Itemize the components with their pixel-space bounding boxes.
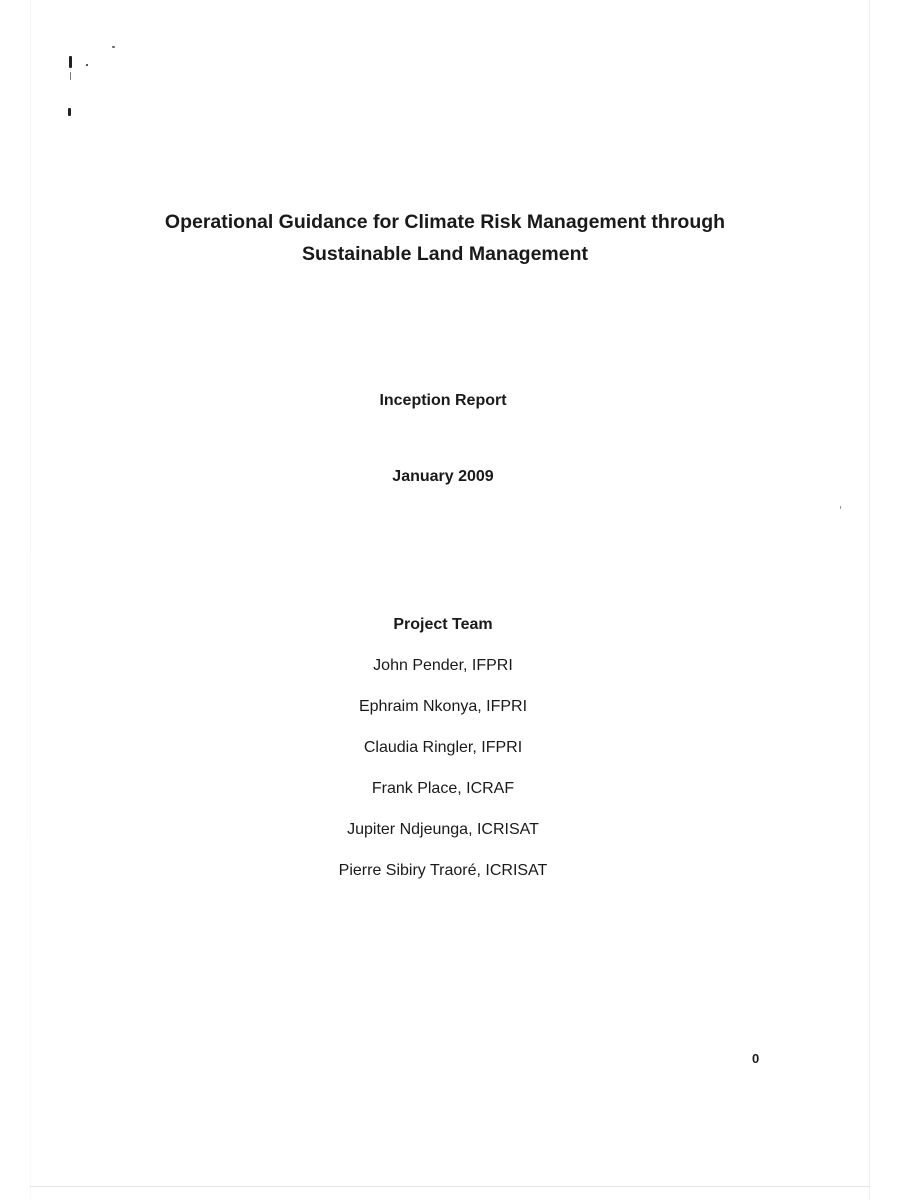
scan-edge-left	[30, 0, 31, 1200]
team-member: Frank Place, ICRAF	[371, 780, 515, 797]
team-member: Claudia Ringler, IFPRI	[363, 739, 523, 756]
scan-speck	[68, 108, 71, 116]
scan-speck	[840, 506, 841, 509]
team-heading: Project Team	[393, 616, 493, 633]
report-date: January 2009	[392, 468, 494, 485]
scan-speck	[86, 64, 88, 66]
title-line-1: Operational Guidance for Climate Risk Management through	[164, 211, 726, 233]
team-member: Pierre Sibiry Traoré, ICRISAT	[338, 862, 548, 879]
report-type: Inception Report	[379, 392, 507, 409]
scan-speck	[112, 46, 115, 48]
scan-speck	[70, 72, 71, 80]
title-line-2: Sustainable Land Management	[301, 243, 589, 265]
team-member: John Pender, IFPRI	[373, 657, 513, 674]
team-member: Jupiter Ndjeunga, ICRISAT	[347, 821, 539, 838]
scan-edge-bottom	[30, 1186, 870, 1187]
scan-speck	[69, 56, 72, 68]
team-member: Ephraim Nkonya, IFPRI	[358, 698, 528, 715]
document-title	[0, 206, 890, 270]
page-number: 0	[752, 1051, 760, 1066]
scan-edge-right	[869, 0, 870, 1200]
